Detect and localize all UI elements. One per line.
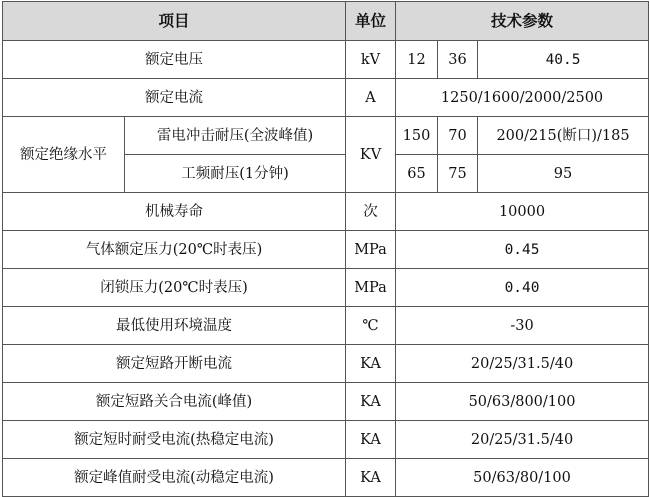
row-unit: KV <box>346 117 396 193</box>
table-row <box>3 459 649 497</box>
table-row <box>3 117 649 155</box>
row-unit: KA <box>346 383 396 421</box>
row-value: 12 <box>396 41 438 79</box>
row-value: 150 <box>396 117 438 155</box>
row-value: 95 <box>478 155 649 193</box>
insulation-group-label: 额定绝缘水平 <box>3 117 125 193</box>
row-value: 10000 <box>396 193 649 231</box>
row-label: 额定峰值耐受电流(动稳定电流) <box>3 459 346 497</box>
row-value: 20/25/31.5/40 <box>396 345 649 383</box>
table-row <box>3 79 649 117</box>
row-label: 额定短路开断电流 <box>3 345 346 383</box>
row-value: 70 <box>438 117 478 155</box>
table-row <box>3 231 649 269</box>
table-row <box>3 41 649 79</box>
row-value: 50/63/80/100 <box>396 459 649 497</box>
row-unit: kV <box>346 41 396 79</box>
header-row <box>3 2 649 41</box>
table-row <box>3 421 649 459</box>
row-label: 机械寿命 <box>3 193 346 231</box>
row-label: 工频耐压(1分钟) <box>125 155 346 193</box>
row-unit: KA <box>346 345 396 383</box>
table-row <box>3 269 649 307</box>
row-label: 额定电压 <box>3 41 346 79</box>
table-row <box>3 193 649 231</box>
row-value: 50/63/800/100 <box>396 383 649 421</box>
row-label: 闭锁压力(20℃时表压) <box>3 269 346 307</box>
row-unit: KA <box>346 459 396 497</box>
row-value: 0.40 <box>396 269 649 307</box>
item-header: 项目 <box>3 2 346 41</box>
specs-table <box>2 1 649 497</box>
row-unit: A <box>346 79 396 117</box>
row-label: 额定短时耐受电流(热稳定电流) <box>3 421 346 459</box>
row-label: 雷电冲击耐压(全波峰值) <box>125 117 346 155</box>
unit-header: 单位 <box>346 2 396 41</box>
row-value: 1250/1600/2000/2500 <box>396 79 649 117</box>
row-value: 0.45 <box>396 231 649 269</box>
row-label: 气体额定压力(20℃时表压) <box>3 231 346 269</box>
row-value: 20/25/31.5/40 <box>396 421 649 459</box>
row-unit: KA <box>346 421 396 459</box>
row-unit: MPa <box>346 269 396 307</box>
table-row <box>3 345 649 383</box>
table-row <box>3 307 649 345</box>
row-unit: 次 <box>346 193 396 231</box>
row-value: -30 <box>396 307 649 345</box>
table-row <box>3 383 649 421</box>
row-value: 200/215(断口)/185 <box>478 117 649 155</box>
row-value: 75 <box>438 155 478 193</box>
row-unit: ℃ <box>346 307 396 345</box>
row-value: 65 <box>396 155 438 193</box>
row-value: 40.5 <box>478 41 649 79</box>
row-unit: MPa <box>346 231 396 269</box>
row-label: 最低使用环境温度 <box>3 307 346 345</box>
row-value: 36 <box>438 41 478 79</box>
row-label: 额定电流 <box>3 79 346 117</box>
row-label: 额定短路关合电流(峰值) <box>3 383 346 421</box>
params-header: 技术参数 <box>396 2 649 41</box>
